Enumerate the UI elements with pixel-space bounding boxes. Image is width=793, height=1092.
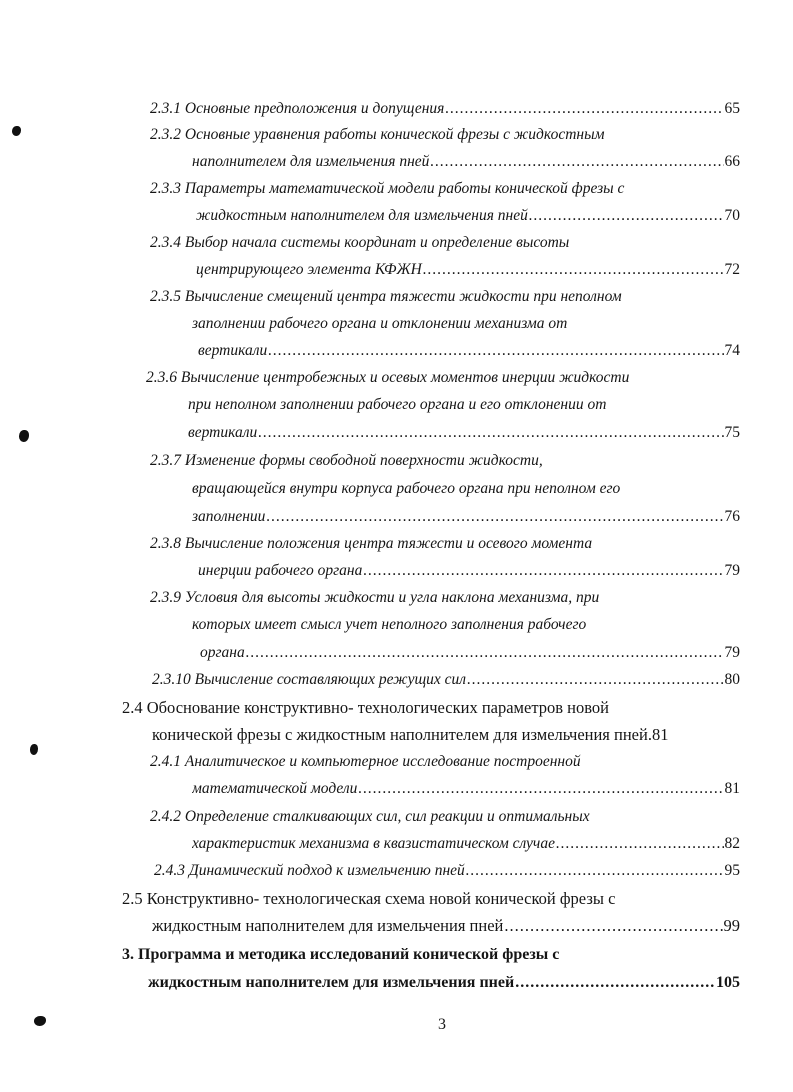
toc-entry-text: математической модели: [192, 780, 358, 797]
toc-entry-text: 2.3.10 Вычисление составляющих режущих сил: [152, 671, 467, 688]
leader-dots: [556, 831, 724, 857]
leader-dots: [504, 913, 722, 939]
toc-entry-page: 72: [724, 261, 740, 278]
toc-entry-text: 2.3.6 Вычисление центробежных и осевых моментов инерции жидкости: [146, 369, 630, 386]
toc-entry-text: характеристик механизма в квазистатическом случае: [192, 835, 555, 852]
toc-entry-text: 2.3.4 Выбор начала системы координат и определение высоты: [150, 234, 570, 251]
toc-entry: [150, 531, 740, 557]
leader-dots: [466, 858, 724, 884]
leader-dots: [358, 776, 723, 802]
toc-entry: [150, 122, 740, 148]
leader-dots: [246, 640, 724, 666]
scan-mark: [12, 126, 21, 136]
toc-entry-text: 2.4 Обоснование конструктивно- технологических параметров новой: [122, 698, 609, 717]
toc-entry-text: 2.3.9 Условия для высоты жидкости и угла наклона механизма, при: [150, 589, 600, 606]
toc-entry: [192, 311, 740, 337]
toc-entry: [150, 176, 740, 202]
leader-dots: [268, 338, 723, 364]
toc-entry-text: органа: [200, 644, 245, 661]
toc-entry-text: жидкостным наполнителем для измельчения пней: [196, 207, 528, 224]
toc-entry-text: заполнении: [192, 508, 266, 525]
leader-dots: [529, 203, 724, 229]
toc-entry-page: 81: [724, 780, 740, 797]
toc-entry: [150, 230, 740, 256]
leader-dots: [430, 149, 723, 175]
toc-entry-text: жидкостным наполнителем для измельчения пней: [148, 974, 515, 991]
toc-entry-page: 76: [724, 508, 740, 525]
toc-entry-page: 70: [724, 207, 740, 224]
toc-entry: [150, 448, 740, 474]
toc-entry-page: 79: [724, 562, 740, 579]
toc-entry-text: заполнении рабочего органа и отклонении механизма от: [192, 315, 568, 332]
toc-entry-page: 74: [724, 342, 740, 359]
toc-entry: [150, 585, 740, 611]
toc-entry-page: 75: [724, 424, 740, 441]
leader-dots: [423, 257, 724, 283]
toc-entry-text: 2.3.1 Основные предположения и допущения: [150, 100, 445, 117]
toc-entry: [122, 695, 740, 721]
toc-entry: [152, 667, 740, 693]
toc-entry-page: 65: [724, 100, 740, 117]
toc-entry-text: 3. Программа и методика исследований конической фрезы с: [122, 946, 560, 963]
toc-entry-text: жидкостным наполнителем для измельчения пней: [152, 916, 504, 935]
toc-entry-page: 99: [723, 916, 740, 935]
leader-dots: [363, 558, 723, 584]
scan-mark: [34, 1016, 46, 1026]
toc-entry: [188, 420, 740, 446]
toc-entry-text: 2.5 Конструктивно- технологическая схема новой конической фрезы с: [122, 889, 616, 908]
toc-entry: [192, 504, 740, 530]
leader-dots: [445, 96, 723, 122]
toc-entry-text: конической фрезы с жидкостным наполнителем для измельчения пней.: [152, 725, 652, 744]
toc-entry-text: 2.3.3 Параметры математической модели работы конической фрезы с: [150, 180, 625, 197]
toc-entry: [152, 722, 740, 748]
toc-entry: [192, 476, 740, 502]
toc-entry: [150, 749, 740, 775]
toc-entry-page: 79: [724, 644, 740, 661]
toc-entry-text: инерции рабочего органа: [198, 562, 363, 579]
toc-entry-page: 66: [724, 153, 740, 170]
toc-entry: [198, 338, 740, 364]
toc-entry: [196, 203, 740, 229]
toc-entry-text: 2.3.2 Основные уравнения работы конической фрезы с жидкостным: [150, 126, 605, 143]
scan-mark: [19, 430, 29, 442]
page-number: 3: [438, 1016, 446, 1033]
toc-entry-text: наполнителем для измельчения пней: [192, 153, 430, 170]
toc-entry: [152, 913, 740, 939]
toc-entry-text: вертикали: [188, 424, 258, 441]
scan-mark: [30, 744, 38, 755]
toc-entry: [146, 365, 740, 391]
toc-chapter-entry: [148, 970, 740, 996]
toc-entry-text: 2.4.2 Определение сталкивающих сил, сил реакции и оптимальных: [150, 808, 590, 825]
toc-entry-text: 2.3.5 Вычисление смещений центра тяжести жидкости при неполном: [150, 288, 622, 305]
toc-entry: [154, 858, 740, 884]
toc-entry-text: 2.3.7 Изменение формы свободной поверхности жидкости,: [150, 452, 543, 469]
toc-entry: [192, 831, 740, 857]
leader-dots: [266, 504, 723, 530]
toc-entry-page: 81: [651, 725, 669, 744]
toc-entry-text: 2.4.1 Аналитическое и компьютерное исследование построенной: [150, 753, 581, 770]
toc-entry-text: при неполном заполнении рабочего органа и его отклонении от: [188, 396, 607, 413]
toc-entry-text: 2.4.3 Динамический подход к измельчению пней: [154, 862, 465, 879]
toc-entry-text: 2.3.8 Вычисление положения центра тяжести и осевого момента: [150, 535, 593, 552]
toc-entry: [150, 96, 740, 122]
toc-entry: [198, 558, 740, 584]
toc-entry-page: 95: [724, 862, 740, 879]
toc-entry: [150, 284, 740, 310]
leader-dots: [467, 667, 723, 693]
toc-entry-page: 80: [724, 671, 740, 688]
toc-entry-text: вертикали: [198, 342, 268, 359]
toc-entry: [192, 149, 740, 175]
toc-entry: [196, 257, 740, 283]
toc-entry-text: центрирующего элемента КФЖН: [196, 261, 422, 278]
toc-entry: [200, 640, 740, 666]
toc-entry-text: которых имеет смысл учет неполного заполнения рабочего: [192, 616, 587, 633]
toc-entry-text: вращающейся внутри корпуса рабочего органа при неполном его: [192, 480, 621, 497]
toc-entry: [188, 392, 740, 418]
toc-chapter-entry: [122, 942, 740, 968]
toc-entry-page: 82: [724, 835, 740, 852]
leader-dots: [258, 420, 723, 446]
toc-entry: [192, 612, 740, 638]
toc-entry: [150, 804, 740, 830]
toc-entry: [122, 886, 740, 912]
toc-entry-page: 105: [716, 974, 740, 991]
toc-entry: [192, 776, 740, 802]
leader-dots: [515, 970, 715, 996]
